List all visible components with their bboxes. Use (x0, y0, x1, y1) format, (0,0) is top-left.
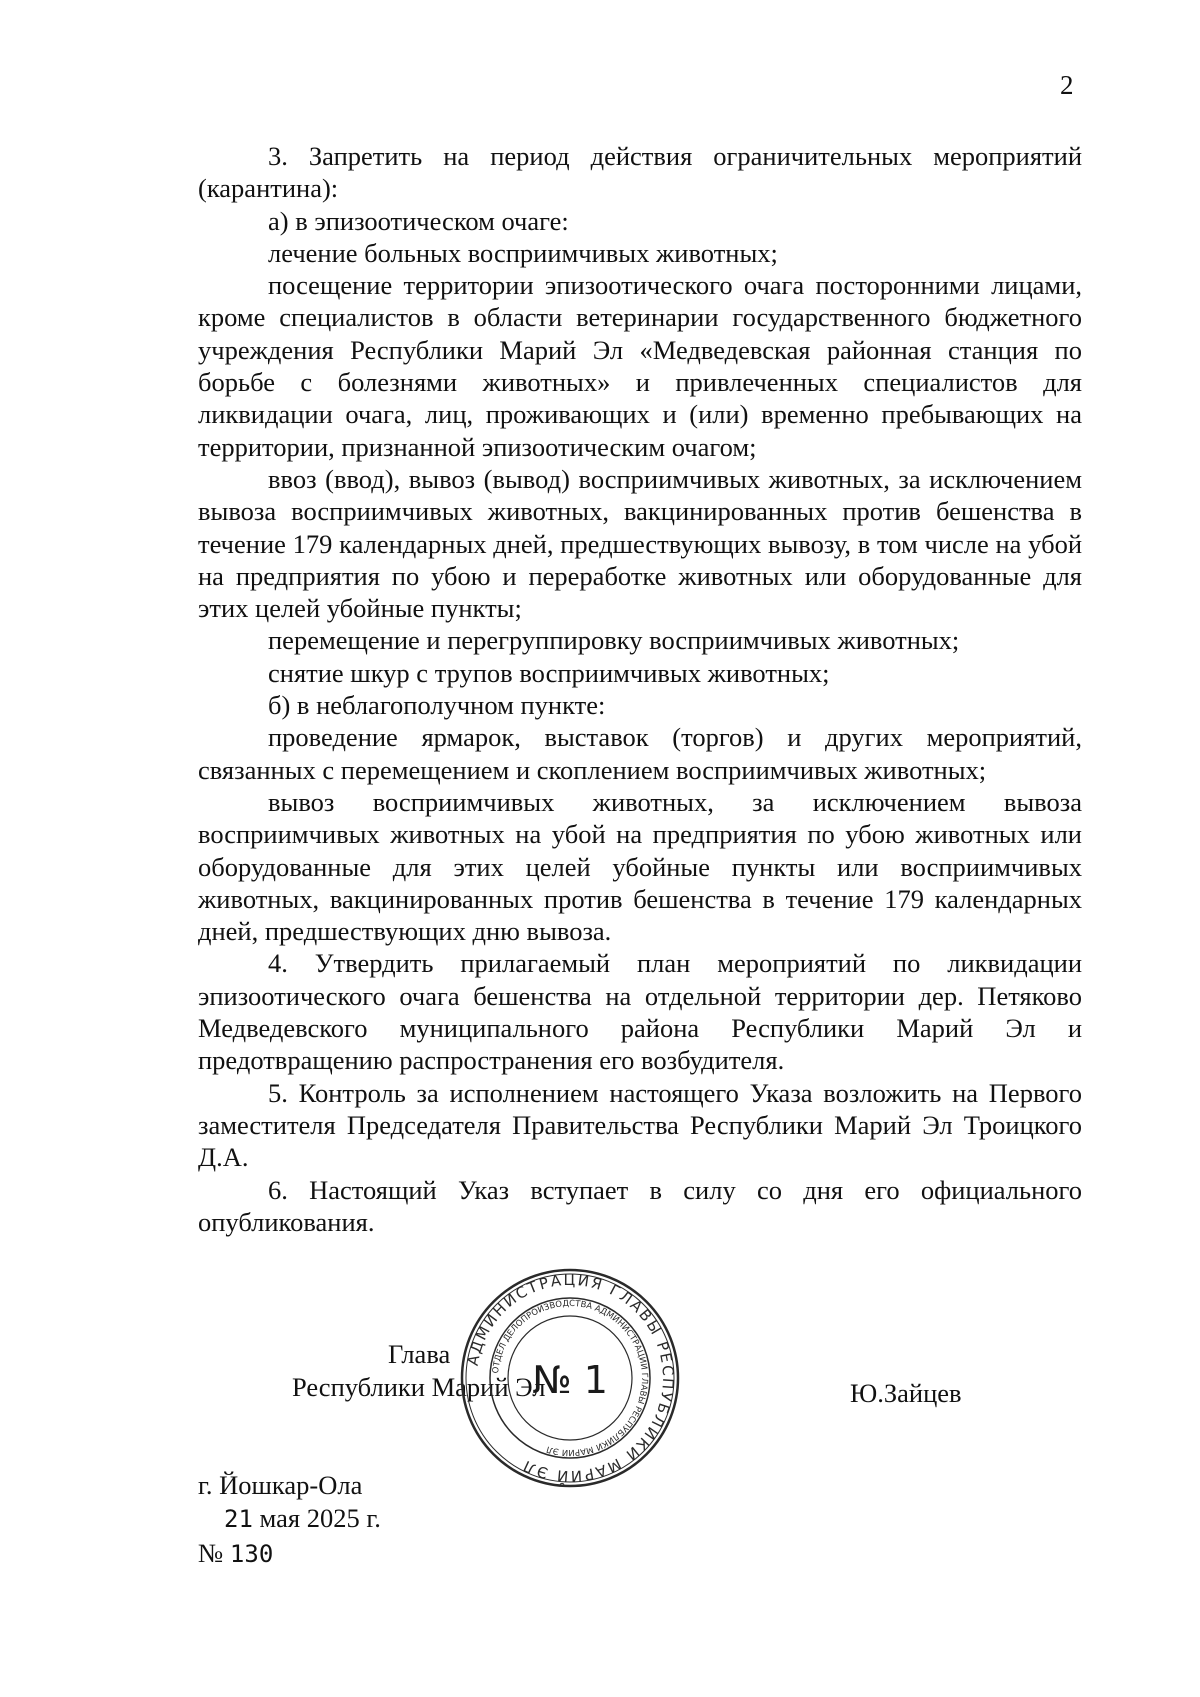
paragraph-item-3: 3. Запретить на период действия ограничительных мероприятий (карантина): (198, 141, 1082, 204)
official-seal-stamp (460, 1268, 680, 1488)
paragraph-subitem-b: б) в неблагополучном пункте: (268, 690, 606, 721)
signing-place: г. Йошкар-Ола (198, 1470, 363, 1500)
paragraph-subitem-a: а) в эпизоотическом очаге: (268, 205, 569, 236)
paragraph-export: вывоз восприимчивых животных, за исключением вывоза восприимчивых животных на убой на предприятия по убою животных или оборудованные для этих целей убойные пункты или восприимчивых животных, вакцинированных против бешенства в течение 179 календарных дней, предшествующих дню вывоза. (198, 786, 1082, 947)
page-number: 2 (1060, 70, 1074, 100)
seal-outer-text: АДМИНИСТРАЦИЯ ГЛАВЫ РЕСПУБЛИКИ МАРИЙ ЭЛ (463, 1270, 678, 1486)
paragraph-fairs: проведение ярмарок, выставок (торгов) и других мероприятий, связанных с перемещением и скоплением восприимчивых животных; (198, 722, 1082, 785)
seal-inner-text: ОТДЕЛ ДЕЛОПРОИЗВОДСТВА АДМИНИСТРАЦИИ ГЛАВЫ РЕСПУБЛИКИ МАРИЙ ЭЛ (491, 1298, 650, 1458)
number-sign: № (198, 1538, 230, 1568)
number-value: 130 (229, 1540, 274, 1568)
signing-date (224, 1503, 381, 1534)
paragraph-item-4: 4. Утвердить прилагаемый план мероприятий по ликвидации эпизоотического очага бешенства на отдельной территории дер. Петяково Медведевского муниципального района Республики Марий Эл и предотвращению распространения его возбудителя. (198, 948, 1082, 1076)
paragraph-visiting: посещение территории эпизоотического очага посторонними лицами, кроме специалистов в области ветеринарии государственного бюджетного учреждения Республики Марий Эл «Медведевская районная станция по борьбе с болезнями животных» и привлеченных специалистов для ликвидации очага, лиц, проживающих и (или) временно пребывающих на территории, признанной эпизоотическим очагом; (198, 270, 1082, 462)
signatory-title-line2: Республики Марий Эл (292, 1372, 546, 1402)
signatory-title-line1: Глава (388, 1339, 451, 1369)
date-day: 21 (224, 1505, 253, 1533)
paragraph-treatment: лечение больных восприимчивых животных; (268, 237, 778, 268)
paragraph-import-export: ввоз (ввод), вывоз (вывод) восприимчивых животных, за исключением вывоза восприимчивых животных, вакцинированных против бешенства в течение 179 календарных дней, предшествующих вывозу, в том числе на убой на предприятия по убою и переработке животных или оборудованные для этих целей убойные пункты; (198, 463, 1082, 624)
paragraph-item-6: 6. Настоящий Указ вступает в силу со дня его официального опубликования. (198, 1174, 1082, 1237)
paragraph-skinning: снятие шкур с трупов восприимчивых животных; (268, 657, 830, 688)
signatory-name: Ю.Зайцев (850, 1378, 962, 1408)
paragraph-item-5: 5. Контроль за исполнением настоящего Указа возложить на Первого заместителя Председателя Правительства Республики Марий Эл Троицкого Д.А. (198, 1077, 1082, 1173)
paragraph-regrouping: перемещение и перегруппировку восприимчивых животных; (268, 625, 960, 656)
decree-number (198, 1538, 273, 1569)
seal-center-number: № 1 (532, 1358, 608, 1402)
decree-body (198, 140, 1082, 1238)
date-month-year: мая 2025 г. (252, 1503, 381, 1533)
